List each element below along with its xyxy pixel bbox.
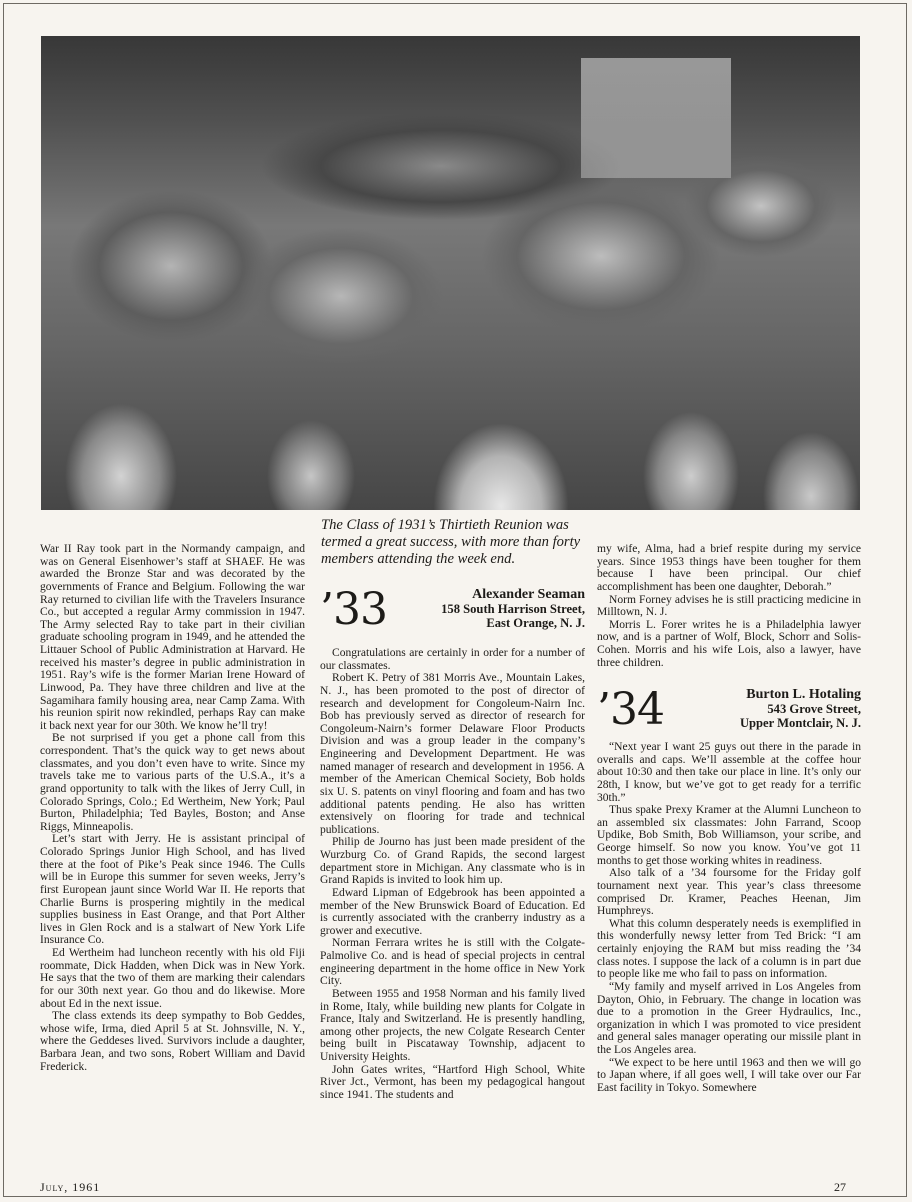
class-1933-header — [320, 584, 585, 635]
col3b-paragraph: “My family and myself arrived in Los Angeles from Dayton, Ohio, in February. The change in location was due to a promotion in the Greer Hydraulics, Inc., organization in which I was promoted to vice president and general sales manager operating our missile plant in the Los Angeles area. — [597, 980, 861, 1056]
col1-paragraph: War II Ray took part in the Normandy campaign, and was on General Eisenhower’s staff at SHAEF. He was awarded the Bronze Star and was decorated by the governments of France and Belgium. Following the war Ray returned to civilian life with the Travelers Insurance Co., but accepted a regular Army commission in 1947. The Army selected Ray to take part in their civilian graduate schooling program in 1949, and he attended the Littauer School of Public Administration at Harvard. He received his master’s degree in public administration in 1951. Ray’s wife is the former Marian Irene Howard of Linwood, Pa. They have three children and live at the Sagamihara family housing area, near Camp Zama. With his reunion spirit now rekindled, perhaps Ray can make it back next year for our 30th. We know he’ll try! — [40, 543, 305, 732]
correspondent-name: Burton L. Hotaling — [746, 687, 861, 702]
class-year: ’34 — [597, 684, 664, 735]
correspondent-name: Alexander Seaman — [472, 587, 585, 602]
col1-paragraph: Ed Wertheim had luncheon recently with his old Fiji roommate, Dick Hadden, when Dick was in New York. He says that the two of them are marking their calendars for our 30th next year. Go thou and do likewise. More about Ed in the next issue. — [40, 947, 305, 1010]
col2-paragraph: John Gates writes, “Hartford High School, White River Jct., Vermont, has been my pedagogical hangout since 1941. The students and — [320, 1063, 585, 1101]
col3b-paragraph: What this column desperately needs is exemplified in this wonderfully newsy letter from Ted Brick: “I am certainly enjoying the RAM but miss reading the ’34 class notes. I suppose the lack of a column is in part due to people like me who fail to pass on information. — [597, 917, 861, 981]
col3-paragraph: Norm Forney advises he is still practicing medicine in Milltown, N. J. — [597, 593, 861, 619]
column-1 — [40, 543, 305, 1073]
correspondent-address — [441, 588, 585, 631]
correspondent-city: East Orange, N. J. — [486, 616, 585, 631]
column-2 — [320, 647, 585, 1102]
correspondent-street: 543 Grove Street, — [767, 702, 861, 717]
col2-paragraph: Between 1955 and 1958 Norman and his family lived in Rome, Italy, while building new plants for Colgate in France, Italy and Switzerland. He is presently handling, among other projects, the new Colgate Research Center being built in Piscataway Township, adjacent to University Heights. — [320, 987, 585, 1063]
reunion-photo — [41, 36, 860, 510]
col2-paragraph: Congratulations are certainly in order for a number of our classmates. — [320, 647, 585, 672]
col3-paragraph: Morris L. Forer writes he is a Philadelphia lawyer now, and is a partner of Wolf, Block, Schorr and Solis-Cohen. Morris and his wife Lois, also a lawyer, have three children. — [597, 618, 861, 669]
col3b-paragraph: Thus spake Prexy Kramer at the Alumni Luncheon to an assembled six classmates: John Farrand, Scoop Updike, Bob Smith, Bob Williamson, your scribe, and George himself. So now you know. You’ve got 11 months to get those working whites in readiness. — [597, 804, 861, 867]
correspondent-city: Upper Montclair, N. J. — [739, 716, 861, 731]
col3b-paragraph: “Next year I want 25 guys out there in the parade in overalls and caps. We’ll assemble at the coffee hour about 10:30 and then take our place in line. It’s only our 28th, I know, but we’ve got to get ready for a terrific 30th.” — [597, 741, 861, 804]
col3b-paragraph: “We expect to be here until 1963 and then we will go to Japan where, if all goes well, I will take over our Far East facility in Tokyo. Somewhere — [597, 1056, 861, 1094]
col2-paragraph: Norman Ferrara writes he is still with the Colgate-Palmolive Co. and is head of special projects in central engineering department in the home office in New York City. — [320, 937, 585, 988]
col2-paragraph: Robert K. Petry of 381 Morris Ave., Mountain Lakes, N. J., has been promoted to the post of director of research and development for Congoleum-Nairn Inc. Bob has previously served as director of research for Congoleum-Nairn’s former Delaware Floor Products Division and was a group leader in the company’s Engineering and Development Department. He was named manager of research and development in 1956. A member of the American Chemical Society, Bob holds six U. S. patents on vinyl flooring and foam and has two additional patents pending. He also has written extensively on flooring for trade and technical publications. — [320, 672, 585, 836]
class-year: ’33 — [320, 584, 387, 635]
column-3-bottom — [597, 741, 861, 1095]
class-1934-header — [597, 684, 861, 735]
column-3-top — [597, 543, 861, 669]
col2-paragraph: Philip de Journo has just been made president of the Wurzburg Co. of Grand Rapids, the second largest department store in Michigan. Any classmate who is in Grand Rapids is invited to look him up. — [320, 836, 585, 887]
issue-date: July, 1961 — [40, 1180, 101, 1194]
col3b-paragraph: Also talk of a ’34 foursome for the Friday golf tournament next year. This year’s class threesome comprised Dr. Kramer, Peaches Heenan, Jim Humphreys. — [597, 867, 861, 918]
photo-background-board — [581, 58, 731, 178]
col1-paragraph: Let’s start with Jerry. He is assistant principal of Colorado Springs Junior High School, and has lived there at the foot of Pike’s Peak since 1946. The Culls will be in Europe this summer for seven weeks, Jerry’s first European jaunt since World War II. He reports that Charlie Burns is prospering mightily in the medical supplies business in East Orange, and that Port Alther lives in Glen Rock and is a stalwart of New York Life Insurance Co. — [40, 833, 305, 947]
col3-paragraph: my wife, Alma, had a brief respite during my service years. Since 1953 things have been tougher for them because I have been principal. Our chief accomplishment has been one daughter, Deborah.” — [597, 543, 861, 593]
page-number: 27 — [834, 1180, 846, 1194]
col1-paragraph: The class extends its deep sympathy to Bob Geddes, whose wife, Irma, died April 5 at St. Johnsville, N. Y., where the Geddeses lived. Survivors include a daughter, Barbara Jean, and two sons, Robert William and David Frederick. — [40, 1010, 305, 1073]
col2-paragraph: Edward Lipman of Edgebrook has been appointed a member of the New Brunswick Board of Education. Ed is currently associated with the cranberry industry as a grower and executive. — [320, 886, 585, 937]
col1-paragraph: Be not surprised if you get a phone call from this correspondent. That’s the quick way to get news about classmates, and you don’t even have to write. Since my travels take me to various parts of the U.S.A., it’s a grand opportunity to talk with the likes of Jerry Cull, in Colorado Springs, Colo.; Ed Wertheim, New York; Paul Burton, Philadelphia; Ted Bayles, Boston; and Anse Riggs, Minneapolis. — [40, 732, 305, 833]
correspondent-address — [740, 688, 861, 731]
photo-caption: The Class of 1931’s Thirtieth Reunion was termed a great success, with more than forty members attending the week end. — [321, 517, 581, 567]
correspondent-street: 158 South Harrison Street, — [441, 602, 585, 617]
